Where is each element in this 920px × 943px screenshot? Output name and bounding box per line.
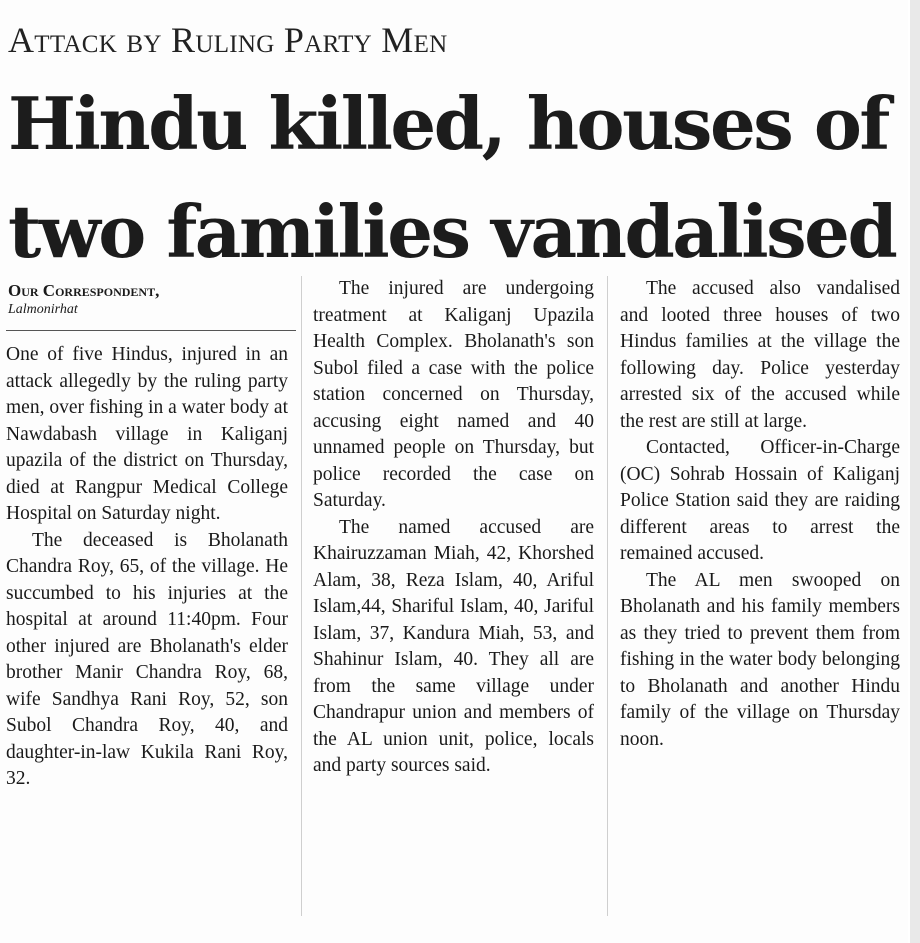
byline-rule: [6, 330, 296, 331]
column-divider: [607, 276, 608, 916]
article-headline: [8, 70, 908, 286]
paragraph: The injured are undergoing treatment at Kaliganj Upazila Health Complex. Bholanath's son Subol filed a case with the police station concerned on Thursday, accusing eight named and 40 unnamed people on Thursday, but police recorded the case on Saturday.: [313, 278, 594, 511]
article-column-2: [313, 276, 594, 780]
paragraph: The accused also vandalised and looted three houses of two Hindus families at the village the following day. Police yesterday arrested six of the accused while the rest are still at large.: [620, 278, 900, 432]
article-column-3: [620, 276, 900, 753]
paragraph: Contacted, Officer-in-Charge (OC) Sohrab Hossain of Kaliganj Police Station said they are raiding different areas to arrest the remained accused.: [620, 437, 900, 564]
byline: [8, 281, 159, 319]
headline-line-1: Hindu killed, houses of: [8, 81, 888, 166]
page-edge: [910, 0, 920, 943]
article-kicker: Attack by Ruling Party Men: [8, 20, 448, 60]
paragraph: The AL men swooped on Bholanath and his family members as they tried to prevent them from fishing in the water body belonging to Bholanath and another Hindu family of the village on Thursday noon.: [620, 569, 900, 750]
column-divider: [301, 276, 302, 916]
headline-line-2: two families vandalised: [8, 189, 896, 274]
byline-place: Lalmonirhat: [8, 302, 78, 317]
paragraph: The named accused are Khairuzzaman Miah, 42, Khorshed Alam, 38, Reza Islam, 40, Ariful Islam,44, Shariful Islam, 40, Jariful Islam, 37, Kandura Miah, 53, and Shahinur Islam, 40. They all are from the same village under Chandrapur union and members of the AL union unit, police, locals and party sources said.: [313, 516, 594, 776]
paragraph: The deceased is Bholanath Chandra Roy, 65, of the village. He succumbed to his injuries at the hospital at around 11:40pm. Four other injured are Bholanath's elder brother Manir Chandra Roy, 68, wife Sandhya Rani Roy, 52, son Subol Chandra Roy, 40, and daughter-in-law Kukila Rani Roy, 32.: [6, 529, 288, 789]
article-column-1: [6, 342, 288, 793]
paragraph: One of five Hindus, injured in an attack allegedly by the ruling party men, over fishing in a water body at Nawdabash village in Kaliganj upazila of the district on Thursday, died at Rangpur Medical College Hospital on Saturday night.: [6, 344, 288, 524]
byline-name: Our Correspondent,: [8, 281, 160, 300]
